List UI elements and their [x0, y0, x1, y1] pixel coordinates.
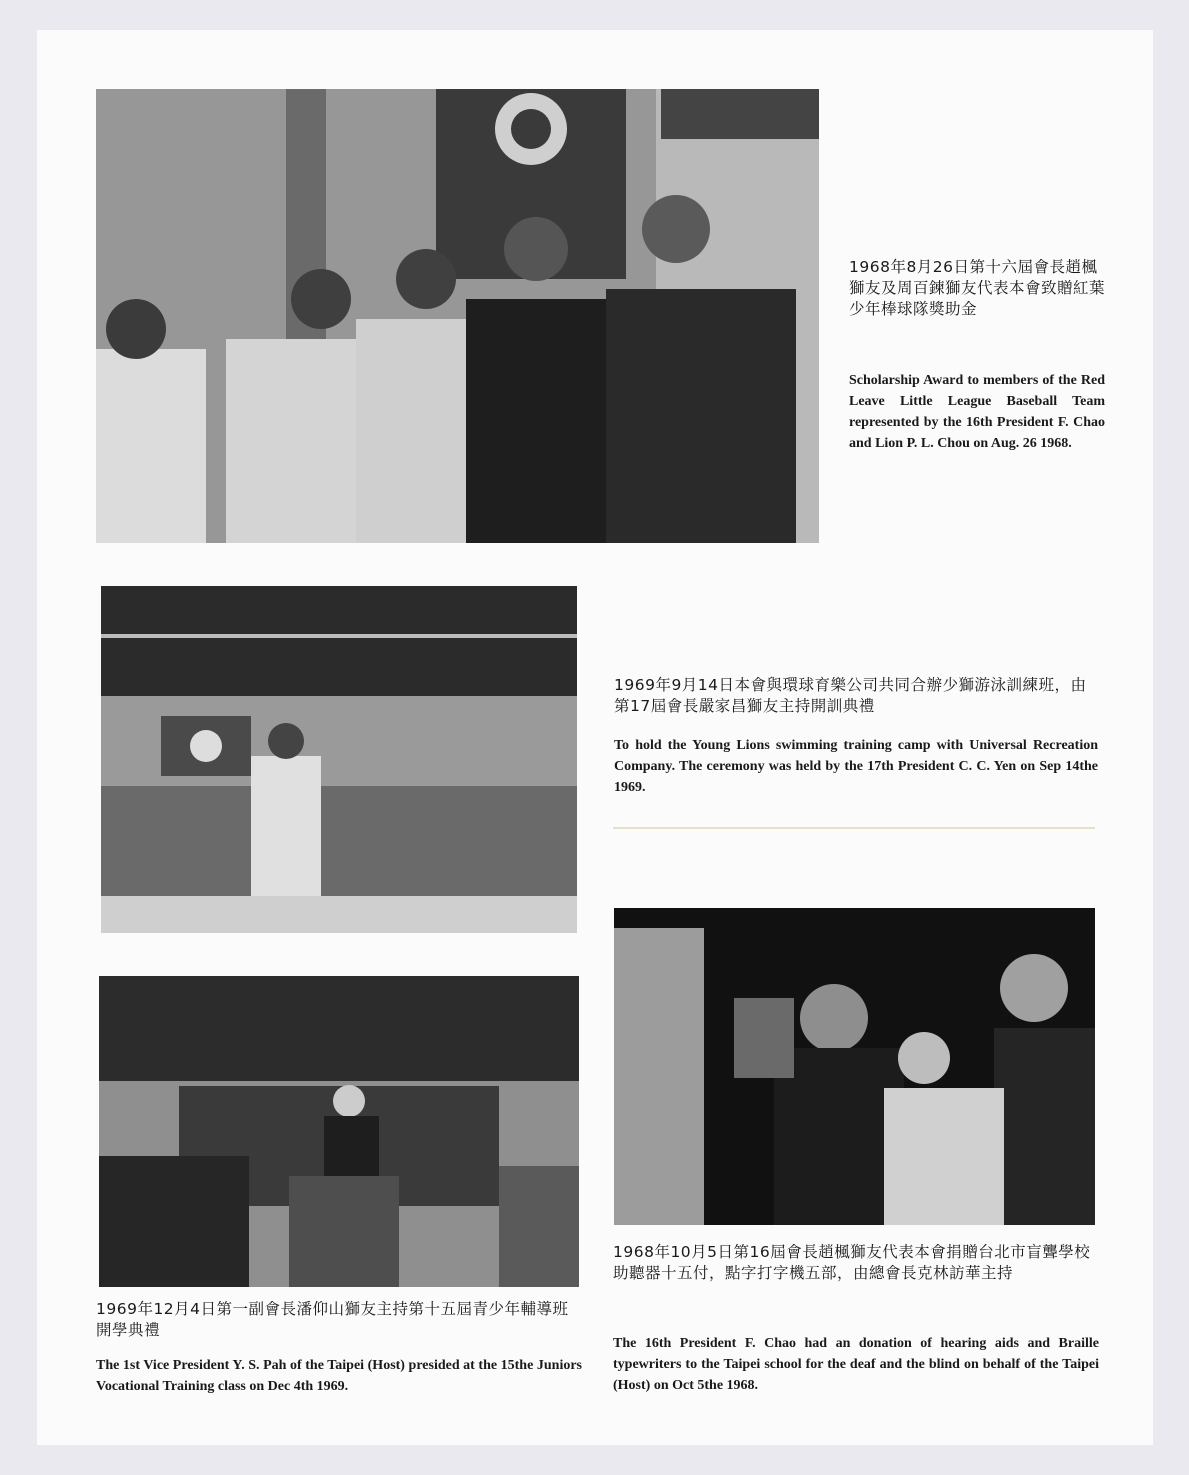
caption-en-donation: The 16th President F. Chao had an donation of hearing aids and Braille typewriters to the Taipei school for the deaf and the blind on behalf of the Taipei (Host) on Oct 5the 1968. — [613, 1336, 1099, 1393]
caption-zh-scholarship: 1968年8月26日第十六屆會長趙楓獅友及周百鍊獅友代表本會致贈紅葉少年棒球隊獎助金 — [849, 258, 1106, 318]
caption-zh-donation: 1968年10月5日第16屆會長趙楓獅友代表本會捐贈台北市盲聾學校助聽器十五付，點字打字機五部，由總會長克林訪華主持 — [613, 1243, 1091, 1282]
document-page — [37, 30, 1153, 1445]
caption-zh-training: 1969年12月4日第一副會長潘仰山獅友主持第十五屆青少年輔導班開學典禮 — [96, 1300, 569, 1339]
caption-en-swimming: To hold the Young Lions swimming training camp with Universal Recreation Company. The ceremony was held by the 17th President C. C. Yen on Sep 14the 1969. — [614, 738, 1098, 795]
section-divider — [613, 827, 1095, 829]
photo-hearing-aid-donation — [614, 908, 1095, 1225]
caption-en-training: The 1st Vice President Y. S. Pah of the Taipei (Host) presided at the 15the Juniors Vocational Training class on Dec 4th 1969. — [96, 1358, 582, 1394]
caption-en-scholarship: Scholarship Award to members of the Red Leave Little League Baseball Team represented by the 16th President F. Chao and Lion P. L. Chou on Aug. 26 1968. — [849, 373, 1105, 451]
photo-training-ceremony — [99, 976, 579, 1287]
photo-swimming-camp — [101, 586, 577, 933]
photo-scholarship-award — [96, 89, 819, 543]
caption-zh-swimming: 1969年9月14日本會與環球育樂公司共同合辦少獅游泳訓練班，由第17屆會長嚴家昌獅友主持開訓典禮 — [614, 676, 1087, 715]
